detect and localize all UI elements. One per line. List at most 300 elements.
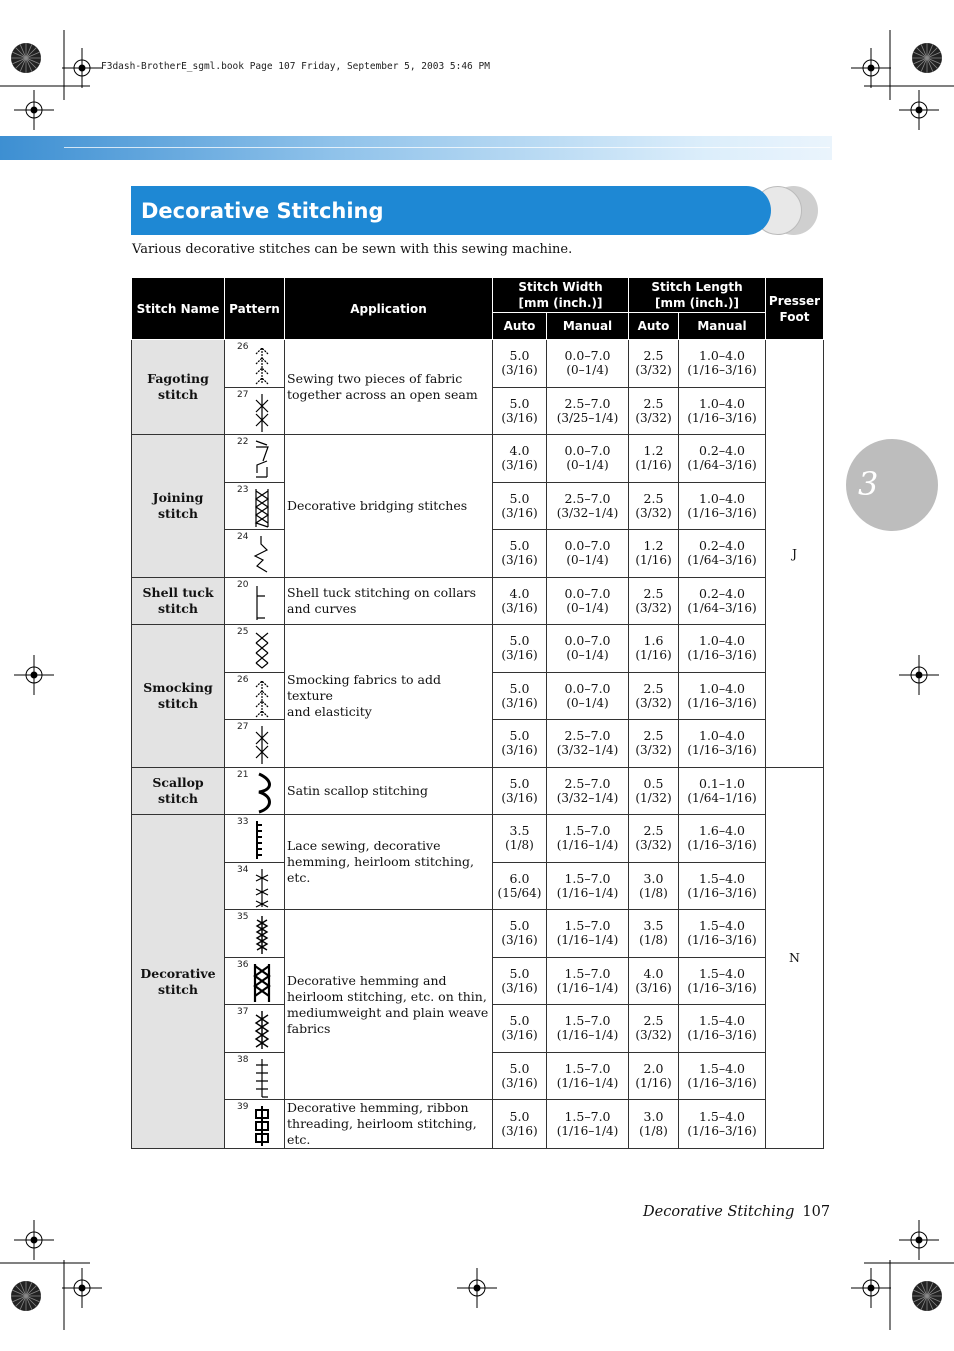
application-line: Decorative hemming, ribbon: [287, 1100, 469, 1115]
length-manual-inch: (1/64–3/16): [687, 600, 757, 615]
pattern-number: 33: [237, 817, 249, 827]
width-auto-value: 5.0: [509, 918, 530, 934]
application-cell: [285, 625, 493, 768]
length-auto-value: 2.5: [643, 728, 664, 744]
pattern-cell: [225, 482, 285, 530]
length-auto-value: 2.5: [643, 585, 664, 601]
stitch-name-line: Joining stitch: [152, 489, 204, 521]
length-auto-value: 3.0: [643, 870, 664, 886]
length-auto-value: 3.0: [643, 1109, 664, 1124]
pattern-cell: [225, 340, 285, 388]
width-auto: [493, 387, 547, 435]
application-line: hemming, heirloom stitching,: [287, 854, 474, 869]
width-manual-inch: (3/32–1/4): [556, 790, 619, 805]
length-manual: [679, 1100, 766, 1149]
stitch-pattern-icon: [253, 677, 271, 722]
width-auto: [493, 435, 547, 483]
length-auto-inch: (1/16): [635, 1075, 672, 1090]
length-manual: [679, 387, 766, 435]
length-auto-value: 3.5: [643, 918, 664, 934]
width-auto: [493, 482, 547, 530]
length-manual-inch: (1/16–3/16): [687, 838, 757, 853]
stitch-pattern-icon: [253, 534, 271, 579]
stitch-pattern-icon: [253, 724, 271, 769]
length-manual-inch: (1/16–3/16): [687, 1124, 757, 1138]
length-manual-value: 1.0–4.0: [699, 728, 746, 744]
stitch-pattern-icon: [253, 1104, 271, 1149]
width-auto-inch: (3/16): [501, 410, 538, 425]
length-auto-value: 4.0: [643, 965, 664, 981]
length-auto: [629, 387, 679, 435]
width-auto-inch: (3/16): [501, 600, 538, 615]
table-row: [132, 577, 824, 625]
application-line: etc.: [287, 870, 311, 885]
stitch-name: [132, 577, 225, 625]
pattern-number: 36: [237, 959, 249, 970]
length-auto-inch: (1/8): [639, 1124, 668, 1138]
width-auto-value: 3.5: [509, 823, 530, 839]
pattern-number: 25: [237, 627, 249, 637]
width-manual: [547, 482, 629, 530]
stitch-name-line: Smocking: [143, 679, 213, 695]
width-manual: [547, 530, 629, 578]
length-manual: [679, 862, 766, 910]
length-manual-inch: (1/16–3/16): [687, 505, 757, 520]
length-manual: [679, 625, 766, 673]
length-manual-value: 1.0–4.0: [699, 633, 746, 649]
length-manual: [679, 910, 766, 958]
length-manual-inch: (1/16–3/16): [687, 743, 757, 758]
length-auto-inch: (1/32): [635, 790, 672, 805]
width-manual-inch: (0–1/4): [566, 695, 609, 710]
width-manual-inch: (3/25–1/4): [556, 410, 619, 425]
width-manual: [547, 720, 629, 768]
length-manual-value: 1.0–4.0: [699, 490, 746, 506]
pattern-cell: [225, 767, 285, 815]
header-presser-foot: [766, 278, 824, 340]
length-manual-value: 1.5–4.0: [699, 918, 746, 934]
pattern-cell: [225, 530, 285, 578]
application-line: together across an open seam: [287, 387, 478, 402]
application-line: Smocking fabrics to add texture: [287, 671, 441, 703]
table-row: [132, 910, 824, 958]
length-manual: [679, 1005, 766, 1053]
application-line: Sewing two pieces of fabric: [287, 371, 463, 386]
length-auto-inch: (1/16): [635, 553, 672, 568]
stitch-name-line: Fagoting: [147, 371, 209, 386]
length-auto: [629, 767, 679, 815]
application-cell: [285, 910, 493, 1100]
length-auto-inch: (3/32): [635, 363, 672, 378]
length-manual-value: 1.6–4.0: [699, 823, 746, 839]
length-auto-inch: (1/16): [635, 458, 672, 473]
width-manual-value: 1.5–7.0: [564, 870, 611, 886]
width-auto-value: 5.0: [509, 965, 530, 981]
width-manual-value: 2.5–7.0: [564, 395, 611, 411]
width-auto: [493, 720, 547, 768]
header-length-line1: Stitch Length: [651, 280, 743, 294]
length-manual-value: 1.0–4.0: [699, 680, 746, 696]
width-auto: [493, 1052, 547, 1100]
pattern-cell: [225, 625, 285, 673]
length-manual-inch: (1/64–1/16): [687, 790, 757, 805]
table-row: [132, 767, 824, 815]
stitch-pattern-icon: [253, 344, 271, 389]
length-manual-inch: (1/16–3/16): [687, 933, 757, 948]
pattern-cell: [225, 1052, 285, 1100]
length-auto: [629, 1052, 679, 1100]
length-auto: [629, 862, 679, 910]
chapter-number: 3: [858, 465, 879, 503]
length-manual: [679, 530, 766, 578]
length-auto: [629, 1005, 679, 1053]
length-manual: [679, 672, 766, 720]
width-manual-value: 1.5–7.0: [564, 965, 611, 981]
width-auto-value: 6.0: [509, 870, 530, 886]
application-line: fabrics: [287, 1020, 331, 1036]
presser-foot: N: [766, 767, 824, 1149]
table-row: [132, 815, 824, 863]
stitch-pattern-icon: [253, 439, 271, 484]
width-manual-value: 0.0–7.0: [564, 680, 611, 696]
header-width-auto: Auto: [493, 313, 547, 340]
length-manual-inch: (1/16–3/16): [687, 1075, 757, 1090]
length-manual-inch: (1/16–3/16): [687, 363, 757, 378]
width-manual: [547, 577, 629, 625]
stitch-pattern-icon: [253, 819, 271, 864]
application-line: Decorative bridging stitches: [287, 497, 468, 513]
page-footer: [643, 1204, 830, 1220]
header-length-manual: Manual: [679, 313, 766, 340]
length-auto-value: 1.2: [643, 538, 664, 554]
width-manual-value: 2.5–7.0: [564, 775, 611, 791]
width-manual-inch: (0–1/4): [566, 458, 609, 473]
print-header: F3dash-BrotherE_sgml.book Page 107 Friday, September 5, 2003 5:46 PM: [101, 61, 490, 72]
width-manual-value: 0.0–7.0: [564, 633, 611, 649]
table-row: [132, 340, 824, 388]
width-manual: [547, 1052, 629, 1100]
length-auto-inch: (1/16): [635, 648, 672, 663]
application-cell: [285, 577, 493, 625]
pattern-number: 24: [237, 532, 249, 542]
width-manual: [547, 1100, 629, 1149]
pattern-cell: [225, 862, 285, 910]
stitch-name-line: stitch: [157, 981, 199, 997]
width-manual: [547, 862, 629, 910]
length-manual-inch: (1/16–3/16): [687, 1028, 757, 1043]
width-auto-inch: (3/16): [501, 695, 538, 710]
length-manual-value: 1.5–4.0: [699, 965, 746, 981]
pattern-number: 26: [237, 674, 249, 685]
length-manual-value: 1.5–4.0: [699, 870, 746, 886]
stitch-pattern-icon: [253, 1009, 271, 1054]
width-manual-inch: (1/16–1/4): [556, 1124, 619, 1138]
width-manual-value: 2.5–7.0: [564, 728, 611, 744]
width-manual-value: 0.0–7.0: [564, 348, 611, 364]
length-auto: [629, 530, 679, 578]
pattern-number: 27: [237, 389, 249, 400]
width-auto: [493, 1005, 547, 1053]
length-auto-value: 2.5: [643, 680, 664, 696]
length-manual-inch: (1/16–3/16): [687, 695, 757, 710]
length-manual: [679, 767, 766, 815]
pattern-cell: [225, 1100, 285, 1149]
stitch-name: [132, 767, 225, 815]
width-manual-inch: (1/16–1/4): [556, 980, 619, 995]
header-stitch-length: [629, 278, 766, 313]
pattern-number: 39: [237, 1102, 249, 1112]
length-manual-value: 0.1–1.0: [699, 775, 746, 791]
length-manual-value: 1.5–4.0: [699, 1109, 746, 1124]
header-presser-line2: Foot: [779, 309, 810, 324]
pattern-cell: [225, 577, 285, 625]
length-auto: [629, 625, 679, 673]
width-manual: [547, 910, 629, 958]
width-auto-inch: (3/16): [501, 1124, 538, 1138]
width-manual-inch: (0–1/4): [566, 553, 609, 568]
width-auto: [493, 1100, 547, 1149]
length-manual-value: 1.0–4.0: [699, 348, 746, 364]
width-manual-inch: (1/16–1/4): [556, 1028, 619, 1043]
length-manual: [679, 1052, 766, 1100]
width-manual-inch: (1/16–1/4): [556, 885, 619, 900]
width-auto-value: 5.0: [509, 680, 530, 696]
length-manual-inch: (1/16–3/16): [687, 980, 757, 995]
pattern-number: 27: [237, 722, 249, 732]
application-line: and elasticity: [287, 703, 372, 719]
header-presser-line1: Presser: [768, 293, 821, 308]
chapter-tab: [846, 439, 938, 531]
pattern-number: 38: [237, 1054, 249, 1065]
length-auto: [629, 957, 679, 1005]
width-manual: [547, 340, 629, 388]
stitch-name-line: stitch: [157, 600, 199, 616]
length-manual: [679, 577, 766, 625]
width-auto-inch: (3/16): [501, 1075, 538, 1090]
stitch-pattern-icon: [253, 1057, 271, 1102]
pattern-number: 22: [237, 437, 249, 447]
length-manual-value: 1.0–4.0: [699, 395, 746, 411]
width-manual-inch: (1/16–1/4): [556, 1075, 619, 1090]
width-auto-inch: (3/16): [501, 363, 538, 378]
width-auto-inch: (3/16): [501, 743, 538, 758]
length-manual-inch: (1/16–3/16): [687, 410, 757, 425]
width-manual-value: 1.5–7.0: [564, 918, 611, 934]
header-rule: [64, 147, 830, 148]
length-auto-value: 1.6: [643, 633, 664, 649]
width-manual-inch: (3/32–1/4): [556, 743, 619, 758]
presser-foot: J: [766, 340, 824, 768]
width-auto-inch: (3/16): [501, 790, 538, 805]
pattern-cell: [225, 435, 285, 483]
length-auto: [629, 720, 679, 768]
width-auto-inch: (3/16): [501, 648, 538, 663]
stitch-name-line: Decorative: [140, 965, 216, 981]
header-length-line2: [mm (inch.)]: [655, 296, 739, 310]
stitch-name-line: Shell tuck: [142, 584, 214, 600]
pattern-cell: [225, 910, 285, 958]
length-auto: [629, 672, 679, 720]
pattern-cell: [225, 957, 285, 1005]
length-manual-value: 1.5–4.0: [699, 1013, 746, 1029]
stitch-name: [132, 435, 225, 578]
width-manual: [547, 625, 629, 673]
application-line: threading, heirloom stitching,: [287, 1116, 477, 1131]
stitch-pattern-icon: [253, 582, 271, 627]
length-auto-inch: (3/32): [635, 838, 672, 853]
stitch-pattern-icon: [253, 962, 271, 1007]
width-auto-value: 5.0: [509, 1013, 530, 1029]
application-line: Lace sewing, decorative: [287, 838, 441, 853]
length-manual-inch: (1/64–3/16): [687, 458, 757, 473]
footer-section: Decorative Stitching: [643, 1204, 795, 1220]
width-manual-value: 0.0–7.0: [564, 443, 611, 459]
width-manual-value: 1.5–7.0: [564, 1013, 611, 1029]
pattern-number: 23: [237, 484, 249, 495]
pattern-number: 37: [237, 1007, 249, 1017]
stitch-name: [132, 340, 225, 435]
width-auto: [493, 767, 547, 815]
length-auto: [629, 1100, 679, 1149]
width-manual: [547, 435, 629, 483]
width-auto-value: 4.0: [509, 585, 530, 601]
application-line: mediumweight and plain weave: [287, 1004, 489, 1020]
pattern-cell: [225, 1005, 285, 1053]
width-manual: [547, 387, 629, 435]
header-band: [0, 136, 832, 160]
width-auto: [493, 340, 547, 388]
length-auto-inch: (3/32): [635, 1028, 672, 1043]
width-auto: [493, 815, 547, 863]
stitch-name: [132, 625, 225, 768]
pattern-cell: [225, 720, 285, 768]
pattern-number: 20: [237, 579, 249, 590]
application-line: and curves: [287, 600, 357, 616]
width-manual-value: 0.0–7.0: [564, 585, 611, 601]
table-body: [132, 340, 824, 1149]
length-manual: [679, 340, 766, 388]
width-auto-inch: (3/16): [501, 505, 538, 520]
length-auto: [629, 577, 679, 625]
length-auto-inch: (3/32): [635, 695, 672, 710]
application-line: heirloom stitching, etc. on thin,: [287, 988, 487, 1004]
width-auto-value: 5.0: [509, 775, 530, 791]
width-auto-inch: (3/16): [501, 933, 538, 948]
pattern-number: 34: [237, 864, 249, 875]
stitch-table: [131, 277, 824, 1149]
pattern-cell: [225, 387, 285, 435]
pattern-number: 21: [237, 769, 249, 780]
length-auto: [629, 482, 679, 530]
width-auto-value: 5.0: [509, 1109, 530, 1124]
length-auto-value: 2.5: [643, 348, 664, 364]
length-auto-value: 2.0: [643, 1060, 664, 1076]
width-auto-value: 5.0: [509, 633, 530, 649]
width-manual-inch: (1/16–1/4): [556, 838, 619, 853]
header-length-auto: Auto: [629, 313, 679, 340]
width-auto: [493, 530, 547, 578]
stitch-pattern-icon: [253, 772, 271, 817]
length-manual-inch: (1/16–3/16): [687, 885, 757, 900]
width-manual-inch: (0–1/4): [566, 648, 609, 663]
width-auto: [493, 957, 547, 1005]
width-manual-value: 1.5–7.0: [564, 1109, 611, 1124]
width-manual: [547, 767, 629, 815]
stitch-pattern-icon: [253, 392, 271, 437]
length-auto: [629, 435, 679, 483]
header-width-line1: Stitch Width: [518, 280, 603, 294]
width-manual: [547, 1005, 629, 1053]
length-manual-value: 1.5–4.0: [699, 1060, 746, 1076]
width-auto-value: 5.0: [509, 1060, 530, 1076]
width-auto-inch: (3/16): [501, 553, 538, 568]
length-manual-value: 0.2–4.0: [699, 585, 746, 601]
length-auto-inch: (3/32): [635, 410, 672, 425]
pattern-number: 35: [237, 912, 249, 922]
length-auto-value: 0.5: [643, 775, 664, 791]
section-title-bar: [131, 186, 771, 235]
length-auto-inch: (3/32): [635, 505, 672, 520]
width-manual-inch: (0–1/4): [566, 600, 609, 615]
length-manual: [679, 720, 766, 768]
length-auto-inch: (3/32): [635, 600, 672, 615]
stitch-name-line: Scallop stitch: [152, 774, 204, 806]
table-row: [132, 625, 824, 673]
width-manual: [547, 957, 629, 1005]
width-auto: [493, 625, 547, 673]
length-manual-inch: (1/16–3/16): [687, 648, 757, 663]
intro-text: Various decorative stitches can be sewn with this sewing machine.: [132, 242, 573, 257]
width-auto-value: 5.0: [509, 728, 530, 744]
length-manual-value: 0.2–4.0: [699, 443, 746, 459]
length-manual: [679, 435, 766, 483]
header-application: Application: [285, 278, 493, 340]
length-auto-value: 2.5: [643, 823, 664, 839]
width-auto-inch: (15/64): [497, 885, 542, 900]
application-cell: [285, 767, 493, 815]
application-cell: [285, 340, 493, 435]
width-auto-inch: (3/16): [501, 980, 538, 995]
length-auto: [629, 340, 679, 388]
length-auto-inch: (1/8): [639, 933, 668, 948]
application-line: Satin scallop stitching: [287, 782, 428, 798]
width-auto-inch: (3/16): [501, 1028, 538, 1043]
application-cell: [285, 435, 493, 578]
width-auto-value: 5.0: [509, 538, 530, 554]
stitch-pattern-icon: [253, 629, 271, 674]
header-width-manual: Manual: [547, 313, 629, 340]
length-auto-value: 2.5: [643, 490, 664, 506]
length-auto: [629, 910, 679, 958]
length-manual: [679, 815, 766, 863]
width-manual-inch: (0–1/4): [566, 363, 609, 378]
width-auto-value: 4.0: [509, 443, 530, 459]
length-manual: [679, 482, 766, 530]
width-manual-inch: (3/32–1/4): [556, 505, 619, 520]
width-manual-value: 1.5–7.0: [564, 823, 611, 839]
application-line: Shell tuck stitching on collars: [287, 584, 477, 600]
pattern-cell: [225, 672, 285, 720]
stitch-name: [132, 815, 225, 1149]
length-manual: [679, 957, 766, 1005]
table-row: [132, 1100, 824, 1149]
stitch-name-line: stitch: [157, 387, 199, 402]
width-manual-inch: (1/16–1/4): [556, 933, 619, 948]
length-auto-value: 1.2: [643, 443, 664, 459]
stitch-pattern-icon: [253, 867, 271, 912]
width-auto-value: 5.0: [509, 348, 530, 364]
width-manual-value: 0.0–7.0: [564, 538, 611, 554]
